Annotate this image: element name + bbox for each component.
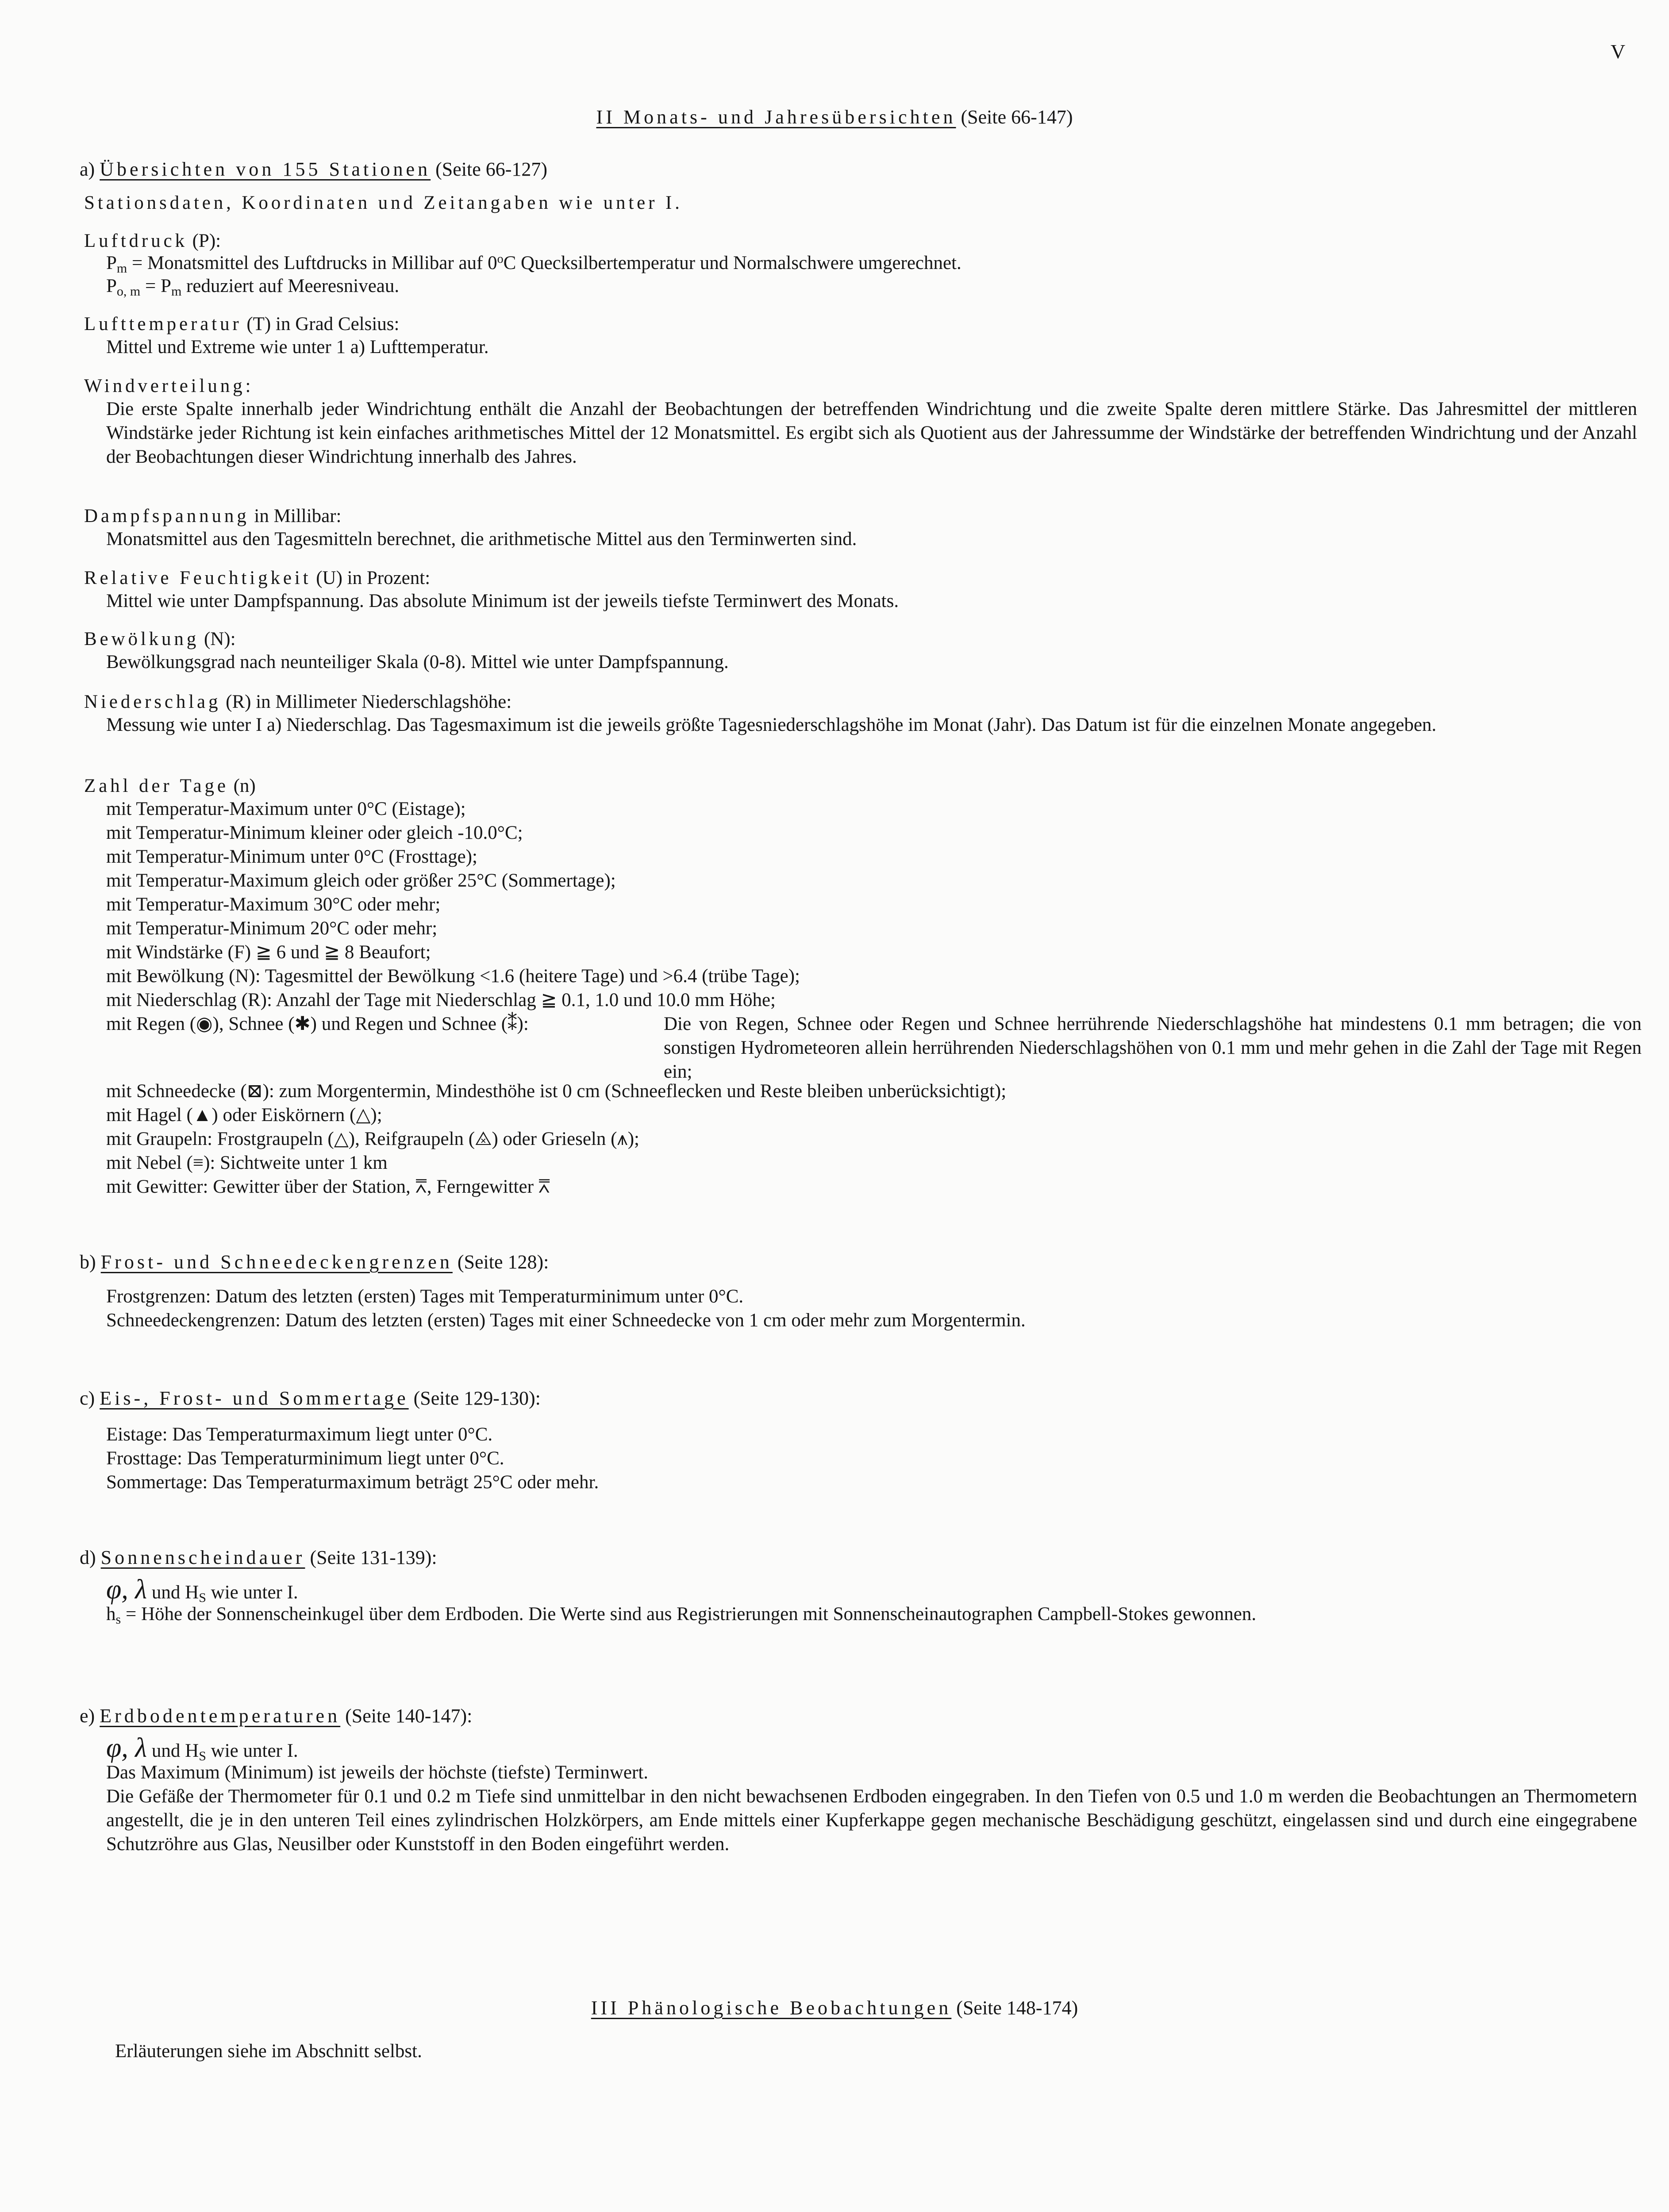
niederschlag-label: Niederschlag (R) in Millimeter Niederschlagshöhe: xyxy=(84,691,512,712)
tage-line: mit Temperatur-Minimum 20°C oder mehr; xyxy=(106,918,438,939)
section-iii-pages: (Seite 148-174) xyxy=(956,1997,1078,2019)
frostgrenzen-line: Frostgrenzen: Datum des letzten (ersten) Tages mit Temperaturminimum unter 0°C. xyxy=(106,1286,744,1307)
eistage-line: Eistage: Das Temperaturmaximum liegt unter 0°C. xyxy=(106,1424,493,1445)
subsection-d-title: Sonnenscheindauer xyxy=(100,1547,305,1568)
section-ii-pages: (Seite 66-147) xyxy=(961,106,1073,128)
lufttemperatur-label: Lufttemperatur (T) in Grad Celsius: xyxy=(84,314,400,334)
dampfspannung-text: Monatsmittel aus den Tagesmitteln berechnet, die arithmetische Mittel aus den Terminwerten sind. xyxy=(106,529,857,549)
section-iii-heading xyxy=(0,1996,1669,2020)
tage-line: mit Temperatur-Minimum kleiner oder gleich -10.0°C; xyxy=(106,822,523,843)
tage-line: mit Niederschlag (R): Anzahl der Tage mit Niederschlag ≧ 0.1, 1.0 und 10.0 mm Höhe; xyxy=(106,990,776,1010)
sommertage-line: Sommertage: Das Temperaturmaximum beträgt 25°C oder mehr. xyxy=(106,1472,599,1493)
subsection-a-prefix: a) xyxy=(80,158,95,180)
section-iii-title: III Phänologische Beobachtungen xyxy=(591,1997,952,2019)
subsection-d-heading: d) Sonnenscheindauer (Seite 131-139): xyxy=(80,1547,437,1568)
luftdruck-pm-line: $P_m$ = Monatsmittel des Luftdrucks in Millibar auf 0$^o$C Quecksilbertemperatur und Normalschwere umgerechnet. xyxy=(106,252,961,276)
section-ii-heading xyxy=(0,105,1669,129)
tage-line: mit Hagel (▲) oder Eiskörnern (△); xyxy=(106,1105,382,1125)
lufttemperatur-text: Mittel und Extreme wie unter 1 a) Lufttemperatur. xyxy=(106,337,489,357)
erdboden-coords-line: φ, λ und $H_S$ wie unter I. xyxy=(106,1733,298,1763)
sonnenschein-text: $h_s$ = Höhe der Sonnenscheinkugel über dem Erdboden. Die Werte sind aus Registrierungen mit Sonnenscheinautographen Campbell-Stokes gewonnen. xyxy=(106,1604,1257,1627)
tage-line: mit Temperatur-Maximum gleich oder größer 25°C (Sommertage); xyxy=(106,870,616,891)
tage-line: mit Temperatur-Maximum 30°C oder mehr; xyxy=(106,894,441,915)
sonnenschein-coords-line: φ, λ und $H_S$ wie unter I. xyxy=(106,1575,298,1605)
bewoelkung-label: Bewölkung (N): xyxy=(84,629,236,649)
subsection-e-title: Erdbodentemperaturen xyxy=(100,1705,341,1727)
tage-line: mit Schneedecke (⊠): zum Morgentermin, Mindesthöhe ist 0 cm (Schneeflecken und Reste bleiben unberücksichtigt); xyxy=(106,1081,1007,1102)
bewoelkung-text: Bewölkungsgrad nach neunteiliger Skala (0-8). Mittel wie unter Dampfspannung. xyxy=(106,652,729,672)
schneedeckengrenzen-line: Schneedeckengrenzen: Datum des letzten (ersten) Tages mit einer Schneedecke von 1 cm oder mehr zum Morgentermin. xyxy=(106,1310,1026,1331)
subsection-c-heading: c) Eis-, Frost- und Sommertage (Seite 129-130): xyxy=(80,1387,541,1409)
windverteilung-label: Windverteilung: xyxy=(84,376,254,396)
tage-line: mit Graupeln: Frostgraupeln (△), Reifgraupeln (⨻) oder Grieseln (⩚); xyxy=(106,1129,639,1149)
subsection-b-heading: b) Frost- und Schneedeckengrenzen (Seite 128): xyxy=(80,1251,549,1273)
subsection-e-heading: e) Erdbodentemperaturen (Seite 140-147): xyxy=(80,1705,473,1727)
subsection-a-title: Übersichten von 155 Stationen xyxy=(100,158,431,180)
tage-line: mit Temperatur-Minimum unter 0°C (Frosttage); xyxy=(106,846,477,867)
tage-line: mit Bewölkung (N): Tagesmittel der Bewölkung <1.6 (heitere Tage) und >6.4 (trübe Tage); xyxy=(106,966,800,987)
section-iii-text: Erläuterungen siehe im Abschnitt selbst. xyxy=(115,2041,422,2062)
tage-line: mit Windstärke (F) ≧ 6 und ≧ 8 Beaufort; xyxy=(106,942,431,963)
subsection-b-title: Frost- und Schneedeckengrenzen xyxy=(100,1251,453,1273)
subsection-c-title: Eis-, Frost- und Sommertage xyxy=(100,1387,409,1409)
dampfspannung-label: Dampfspannung in Millibar: xyxy=(84,506,342,526)
frosttage-line: Frosttage: Das Temperaturminimum liegt unter 0°C. xyxy=(106,1448,504,1469)
tage-line: mit Nebel (≡): Sichtweite unter 1 km xyxy=(106,1152,388,1173)
erdboden-text: Die Gefäße der Thermometer für 0.1 und 0.2 m Tiefe sind unmittelbar in den nicht bewachsenen Erdboden eingegraben. In den Tiefen von 0.5 und 1.0 m werden die Beobachtungen an Thermometern angestellt, die je in den unteren Teil eines zylindrischen Holzkörpers, am Ende mittels einer Kupferkappe gegen mechanische Beschädigung geschützt, eingelassen sind und durch eine eingegrabene Schutzröhre aus Glas, Neusilber oder Kunststoff in den Boden eingeführt werden. xyxy=(106,1786,1637,1855)
page-number: V xyxy=(1611,40,1626,63)
tage-line: mit Temperatur-Maximum unter 0°C (Eistage); xyxy=(106,799,466,819)
feuchtigkeit-label: Relative Feuchtigkeit (U) in Prozent: xyxy=(84,568,431,588)
tage-regen-label: mit Regen (◉), Schnee (✱) und Regen und Schnee (⁑): xyxy=(106,1014,529,1034)
windverteilung-text: Die erste Spalte innerhalb jeder Windrichtung enthält die Anzahl der Beobachtungen der betreffenden Windrichtung und die zweite Spalte deren mittlere Stärke. Das Jahresmittel der mittleren Windstärke jeder Richtung ist kein einfaches arithmetisches Mittel der 12 Monatsmittel. Es ergibt sich als Quotient aus der Jahressumme der Windstärke der betreffenden Windrichtung und der Anzahl der Beobachtungen dieser Windrichtung innerhalb des Jahres. xyxy=(106,399,1637,467)
luftdruck-label: Luftdruck (P): xyxy=(84,230,221,251)
tage-line: mit Gewitter: Gewitter über der Station, ⩞, Ferngewitter ⩞ xyxy=(106,1176,550,1197)
tage-label: Zahl der Tage (n) xyxy=(84,776,256,796)
subsection-a-heading xyxy=(80,157,547,181)
stationsdaten-line: Stationsdaten, Koordinaten und Zeitangaben wie unter I. xyxy=(84,192,683,213)
feuchtigkeit-text: Mittel wie unter Dampfspannung. Das absolute Minimum ist der jeweils tiefste Terminwert des Monats. xyxy=(106,591,899,611)
section-ii-title: II Monats- und Jahresübersichten xyxy=(596,106,956,128)
subsection-a-pages: (Seite 66-127) xyxy=(435,158,548,180)
tage-regen-text: Die von Regen, Schnee oder Regen und Schnee herrührende Niederschlagshöhe hat mindestens 0.1 mm betragen; die von sonstigen Hydrometeoren allein herrührenden Niederschlagshöhen von 0.1 mm und mehr gehen in die Zahl der Tage mit Regen ein; xyxy=(664,1014,1642,1082)
luftdruck-pom-line: $P_{o, m} = P_m$ reduziert auf Meeresniveau. xyxy=(106,276,400,299)
erdboden-maximum-line: Das Maximum (Minimum) ist jeweils der höchste (tiefste) Terminwert. xyxy=(106,1762,649,1783)
niederschlag-text: Messung wie unter I a) Niederschlag. Das Tagesmaximum ist die jeweils größte Tagesniederschlagshöhe im Monat (Jahr). Das Datum ist für die einzelnen Monate angegeben. xyxy=(106,714,1437,735)
